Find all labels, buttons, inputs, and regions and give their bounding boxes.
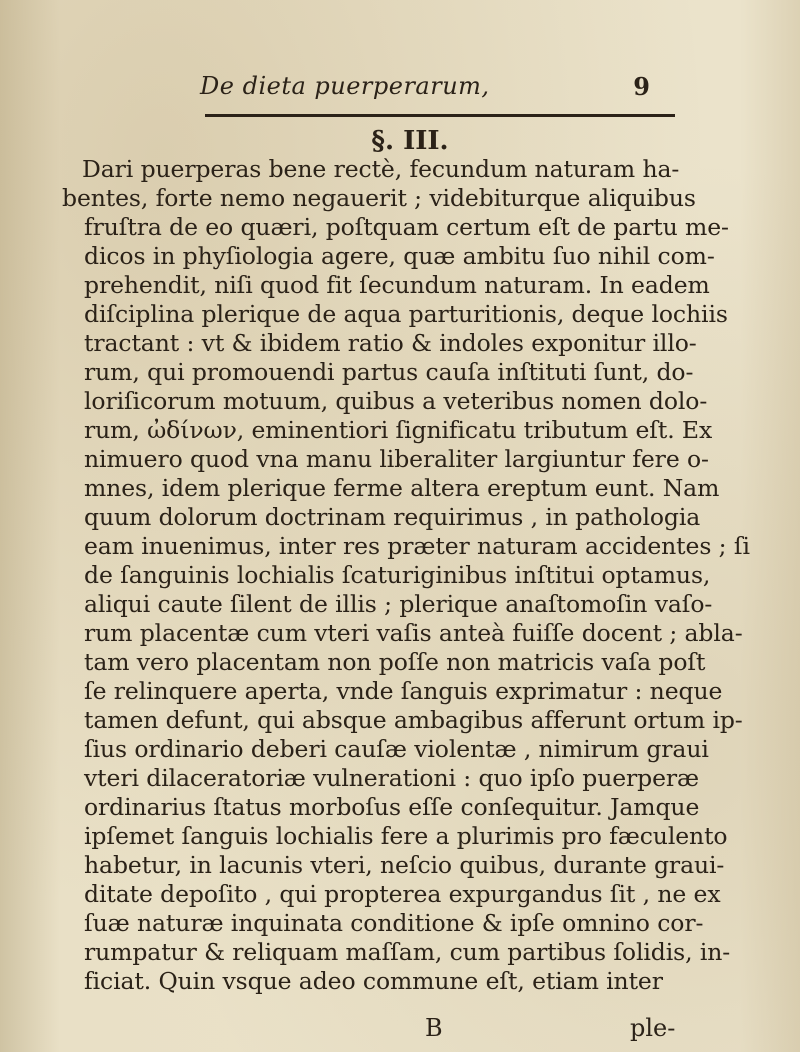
text-line: vteri dilaceratoriæ vulnerationi : quo ipſo puerperæ bbox=[84, 764, 700, 792]
text-line: dicos in phyſiologia agere, quæ ambitu ſuo nihil com- bbox=[84, 242, 715, 270]
text-line: Dari puerperas bene rectè, fecundum naturam ha- bbox=[82, 155, 680, 183]
section-heading: §. III. bbox=[371, 126, 449, 156]
text-line: tam vero placentam non poſſe non matricis vaſa poſt bbox=[84, 648, 706, 676]
page-number: 9 bbox=[633, 72, 650, 101]
signature-mark: B bbox=[425, 1014, 443, 1042]
text-line: mnes, idem plerique ferme altera ereptum eunt. Nam bbox=[84, 474, 720, 502]
text-line: ditate depoſito , qui propterea expurgandus ſit , ne ex bbox=[84, 880, 721, 908]
text-line: quum dolorum doctrinam requirimus , in pathologia bbox=[84, 503, 701, 531]
text-line: aliqui caute ſilent de illis ; plerique anaſtomoſin vaſo- bbox=[84, 590, 713, 618]
text-line: ordinarius ſtatus morboſus eſſe conſequitur. Jamque bbox=[84, 793, 700, 821]
text-line: nimuero quod vna manu liberaliter largiuntur fere o- bbox=[84, 445, 709, 473]
text-line: bentes, forte nemo negauerit ; videbiturque aliquibus bbox=[62, 184, 696, 212]
text-line: tamen defunt, qui absque ambagibus afferunt ortum ip- bbox=[84, 706, 743, 734]
page-header bbox=[200, 72, 670, 102]
text-line: eam inuenimus, inter res præter naturam accidentes ; ſi bbox=[84, 532, 750, 560]
text-line: rum, ὠδίνων, eminentiori ſignificatu tributum eſt. Ex bbox=[84, 416, 713, 444]
catchword: ple- bbox=[630, 1014, 676, 1042]
text-line: ſuæ naturæ inquinata conditione & ipſe omnino cor- bbox=[84, 909, 704, 937]
text-line: de ſanguinis lochialis ſcaturiginibus inſtitui optamus, bbox=[84, 561, 711, 589]
header-rule bbox=[205, 114, 675, 117]
text-line: tractant : vt & ibidem ratio & indoles exponitur illo- bbox=[84, 329, 697, 357]
text-line: habetur, in lacunis vteri, neſcio quibus, durante graui- bbox=[84, 851, 725, 879]
text-line: ficiat. Quin vsque adeo commune eſt, etiam inter bbox=[84, 967, 663, 995]
text-line: rum placentæ cum vteri vaſis anteà fuiſſe docent ; abla- bbox=[84, 619, 743, 647]
text-line: prehendit, niſi quod fit ſecundum naturam. In eadem bbox=[84, 271, 710, 299]
text-line: fruſtra de eo quæri, poſtquam certum eſt de partu me- bbox=[84, 213, 729, 241]
text-line: diſciplina plerique de aqua parturitionis, deque lochiis bbox=[84, 300, 728, 328]
text-line: loriſicorum motuum, quibus a veteribus nomen dolo- bbox=[84, 387, 708, 415]
text-line: ſe relinquere aperta, vnde ſanguis exprimatur : neque bbox=[84, 677, 723, 705]
text-line: ſius ordinario deberi cauſæ violentæ , nimirum graui bbox=[84, 735, 709, 763]
text-line: rumpatur & reliquam maſſam, cum partibus ſolidis, in- bbox=[84, 938, 731, 966]
text-line: rum, qui promouendi partus cauſa inſtituti ſunt, do- bbox=[84, 358, 694, 386]
running-title: De dieta puerperarum, bbox=[200, 72, 490, 100]
text-line: ipſemet ſanguis lochialis fere a plurimis pro fæculento bbox=[84, 822, 728, 850]
